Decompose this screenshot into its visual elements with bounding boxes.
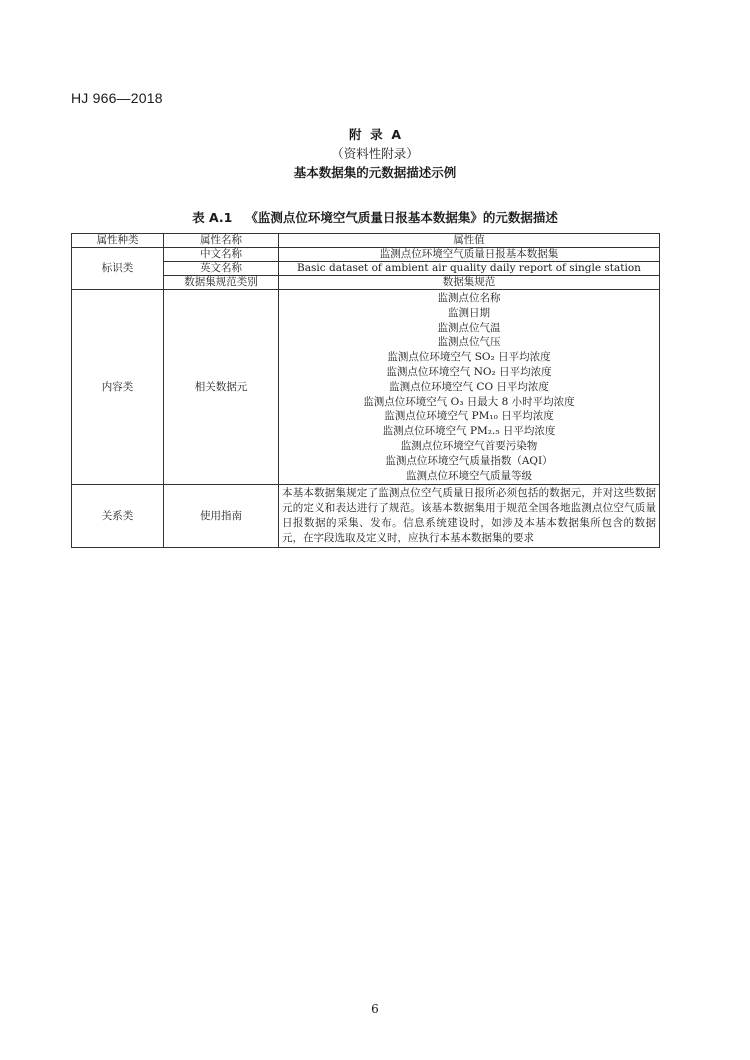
data-element-item: 监测点位环境空气首要污染物 [400, 439, 538, 452]
category-content: 内容类 [72, 290, 164, 485]
attribute-name-cell: 相关数据元 [164, 290, 279, 485]
attribute-value-cell: 数据集规范 [279, 276, 660, 290]
category-relation: 关系类 [72, 485, 164, 548]
attribute-name-cell: 使用指南 [164, 485, 279, 548]
data-element-item: 监测点位环境空气 O₃ 日最大 8 小时平均浓度 [363, 395, 575, 408]
appendix-title: 附 录 A [348, 127, 402, 142]
category-identification: 标识类 [72, 248, 164, 290]
data-element-item: 监测点位环境空气 NO₂ 日平均浓度 [386, 365, 552, 378]
data-element-item: 监测点位环境空气质量指数（AQI） [385, 454, 553, 467]
attribute-value-cell: 监测点位环境空气质量日报基本数据集 [279, 248, 660, 262]
table-row [72, 485, 660, 548]
attribute-name-cell: 英文名称 [164, 262, 279, 276]
header-attribute-name: 属性名称 [164, 234, 279, 248]
appendix-subtitle: 基本数据集的元数据描述示例 [293, 165, 457, 180]
page-number: 6 [371, 1002, 379, 1016]
data-element-item: 监测点位环境空气质量等级 [406, 469, 532, 482]
standard-code: HJ 966—2018 [71, 90, 163, 106]
metadata-table [71, 233, 660, 548]
attribute-value-cell: Basic dataset of ambient air quality daily report of single station [279, 262, 660, 276]
data-element-item: 监测点位环境空气 PM₁₀ 日平均浓度 [384, 410, 554, 423]
table-row [72, 248, 660, 262]
data-element-list [279, 290, 660, 485]
data-element-item: 监测点位环境空气 SO₂ 日平均浓度 [387, 351, 551, 364]
table-caption: 表 A.1 《监测点位环境空气质量日报基本数据集》的元数据描述 [192, 210, 558, 225]
data-element-item: 监测点位气压 [437, 336, 501, 349]
attribute-name-cell: 数据集规范类别 [164, 276, 279, 290]
data-element-item: 监测点位气温 [437, 321, 501, 334]
header-attribute-value: 属性值 [279, 234, 660, 248]
table-header-row [72, 234, 660, 248]
table-row [72, 290, 660, 485]
attribute-name-cell: 中文名称 [164, 248, 279, 262]
appendix-note: （资料性附录） [331, 146, 419, 161]
data-element-item: 监测点位名称 [437, 292, 501, 304]
data-element-item: 监测日期 [448, 306, 490, 319]
header-attribute-category: 属性种类 [72, 234, 164, 248]
usage-guide-text: 本基本数据集规定了监测点位空气质量日报所必须包括的数据元，并对这些数据元的定义和表达进行了规范。该基本数据集用于规范全国各地监测点位空气质量日报数据的采集、发布。信息系统建设时，如涉及本基本数据集所包含的数据元，在字段选取及定义时，应执行本基本数据集的要求 [279, 485, 660, 548]
data-element-item: 监测点位环境空气 CO 日平均浓度 [389, 380, 549, 393]
data-element-item: 监测点位环境空气 PM₂.₅ 日平均浓度 [382, 425, 556, 438]
